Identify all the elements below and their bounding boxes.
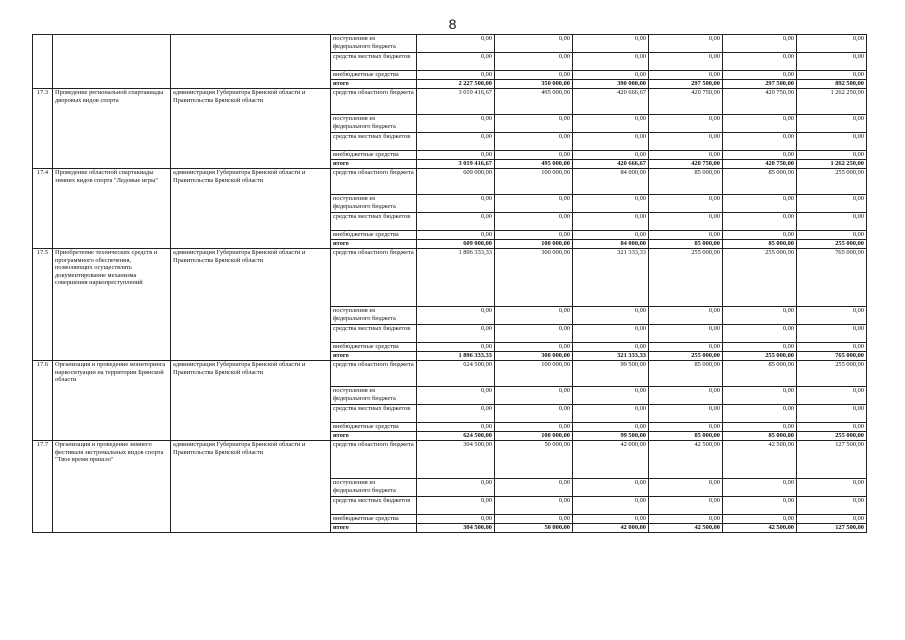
amount-cell: 0,00	[723, 307, 797, 325]
funding-source: внебюджетные средства	[331, 231, 417, 240]
table-row	[33, 249, 867, 307]
amount-cell: 0,00	[723, 497, 797, 515]
amount-cell: 0,00	[723, 343, 797, 352]
amount-cell: 0,00	[649, 71, 723, 80]
amount-cell: 0,00	[723, 133, 797, 151]
amount-cell: 0,00	[573, 133, 649, 151]
amount-cell: 0,00	[797, 35, 867, 53]
amount-cell: 0,00	[649, 53, 723, 71]
amount-cell: 0,00	[417, 71, 495, 80]
amount-cell: 0,00	[797, 343, 867, 352]
amount-cell: 42 500,00	[649, 524, 723, 533]
amount-cell: 765 000,00	[797, 352, 867, 361]
amount-cell: 0,00	[649, 343, 723, 352]
amount-cell: 0,00	[495, 71, 573, 80]
amount-cell: 0,00	[797, 325, 867, 343]
amount-cell: 495 000,00	[495, 89, 573, 115]
amount-cell: 0,00	[723, 405, 797, 423]
budget-table	[32, 34, 867, 533]
amount-cell: 0,00	[573, 497, 649, 515]
funding-source: итого	[331, 432, 417, 441]
funding-source: средства местных бюджетов	[331, 325, 417, 343]
amount-cell: 0,00	[723, 423, 797, 432]
funding-source: средства местных бюджетов	[331, 497, 417, 515]
amount-cell: 50 000,00	[495, 524, 573, 533]
amount-cell: 0,00	[723, 53, 797, 71]
amount-cell: 0,00	[723, 151, 797, 160]
item-number	[33, 35, 53, 89]
activity-name: Проведение областной спартакиады зимних видов спорта "Ледовые игры"	[53, 169, 171, 249]
funding-source: поступления из федерального бюджета	[331, 35, 417, 53]
funding-source: поступления из федерального бюджета	[331, 387, 417, 405]
amount-cell: 0,00	[417, 151, 495, 160]
amount-cell: 0,00	[573, 405, 649, 423]
amount-cell: 609 000,00	[417, 169, 495, 195]
amount-cell: 0,00	[797, 53, 867, 71]
table-row	[33, 169, 867, 195]
item-number: 17.7	[33, 441, 53, 533]
funding-source: поступления из федерального бюджета	[331, 307, 417, 325]
amount-cell: 0,00	[723, 195, 797, 213]
executor-name	[171, 35, 331, 89]
table-row	[33, 441, 867, 479]
amount-cell: 765 000,00	[797, 249, 867, 307]
amount-cell: 255 000,00	[797, 432, 867, 441]
amount-cell: 0,00	[649, 307, 723, 325]
amount-cell: 0,00	[797, 307, 867, 325]
amount-cell: 42 000,00	[573, 524, 649, 533]
amount-cell: 85 000,00	[649, 432, 723, 441]
table-row	[33, 361, 867, 387]
amount-cell: 42 500,00	[649, 441, 723, 479]
amount-cell: 0,00	[495, 343, 573, 352]
funding-source: средства областного бюджета	[331, 361, 417, 387]
amount-cell: 0,00	[573, 231, 649, 240]
item-number: 17.4	[33, 169, 53, 249]
amount-cell: 321 333,33	[573, 352, 649, 361]
funding-source: средства областного бюджета	[331, 89, 417, 115]
funding-source: внебюджетные средства	[331, 343, 417, 352]
amount-cell: 0,00	[797, 133, 867, 151]
amount-cell: 0,00	[495, 195, 573, 213]
amount-cell: 85 000,00	[649, 169, 723, 195]
amount-cell: 390 000,00	[573, 80, 649, 89]
amount-cell: 0,00	[495, 35, 573, 53]
amount-cell: 42 000,00	[573, 441, 649, 479]
amount-cell: 0,00	[797, 387, 867, 405]
amount-cell: 0,00	[417, 515, 495, 524]
amount-cell: 0,00	[495, 53, 573, 71]
amount-cell: 0,00	[495, 115, 573, 133]
amount-cell: 0,00	[649, 405, 723, 423]
amount-cell: 0,00	[495, 231, 573, 240]
amount-cell: 0,00	[797, 423, 867, 432]
amount-cell: 99 500,00	[573, 361, 649, 387]
amount-cell: 0,00	[417, 479, 495, 497]
amount-cell: 3 019 416,67	[417, 160, 495, 169]
item-number: 17.6	[33, 361, 53, 441]
amount-cell: 0,00	[723, 35, 797, 53]
amount-cell: 99 500,00	[573, 432, 649, 441]
amount-cell: 0,00	[495, 479, 573, 497]
amount-cell: 0,00	[573, 53, 649, 71]
amount-cell: 0,00	[495, 151, 573, 160]
amount-cell: 255 000,00	[797, 240, 867, 249]
amount-cell: 255 000,00	[797, 361, 867, 387]
amount-cell: 0,00	[417, 35, 495, 53]
amount-cell: 84 000,00	[573, 169, 649, 195]
amount-cell: 0,00	[495, 423, 573, 432]
amount-cell: 0,00	[649, 479, 723, 497]
amount-cell: 0,00	[495, 213, 573, 231]
amount-cell: 350 000,00	[495, 80, 573, 89]
amount-cell: 0,00	[417, 343, 495, 352]
amount-cell: 2 227 500,00	[417, 80, 495, 89]
amount-cell: 0,00	[417, 133, 495, 151]
amount-cell: 0,00	[649, 423, 723, 432]
amount-cell: 85 000,00	[723, 169, 797, 195]
funding-source: поступления из федерального бюджета	[331, 195, 417, 213]
activity-name: Приобретение технических средств и программного обеспечения, позволяющих осуществлять документирование механизма совершения наркопреступлений	[53, 249, 171, 361]
amount-cell: 0,00	[573, 479, 649, 497]
amount-cell: 100 000,00	[495, 169, 573, 195]
amount-cell: 255 000,00	[723, 352, 797, 361]
amount-cell: 0,00	[573, 515, 649, 524]
amount-cell: 0,00	[573, 115, 649, 133]
funding-source: итого	[331, 240, 417, 249]
amount-cell: 0,00	[495, 387, 573, 405]
executor-name: администрация Губернатора Брянской области и Правительства Брянской области	[171, 249, 331, 361]
amount-cell: 0,00	[723, 325, 797, 343]
amount-cell: 624 500,00	[417, 432, 495, 441]
amount-cell: 300 000,00	[495, 249, 573, 307]
amount-cell: 420 750,00	[649, 89, 723, 115]
amount-cell: 0,00	[649, 151, 723, 160]
amount-cell: 0,00	[723, 213, 797, 231]
amount-cell: 0,00	[723, 479, 797, 497]
amount-cell: 0,00	[723, 515, 797, 524]
amount-cell: 321 333,33	[573, 249, 649, 307]
amount-cell: 0,00	[573, 195, 649, 213]
amount-cell: 100 000,00	[495, 240, 573, 249]
amount-cell: 0,00	[495, 497, 573, 515]
item-number: 17.3	[33, 89, 53, 169]
page-number: 8	[448, 16, 457, 32]
amount-cell: 0,00	[495, 307, 573, 325]
amount-cell: 0,00	[797, 115, 867, 133]
amount-cell: 0,00	[649, 231, 723, 240]
amount-cell: 127 500,00	[797, 441, 867, 479]
amount-cell: 420 750,00	[723, 160, 797, 169]
amount-cell: 100 000,00	[495, 361, 573, 387]
amount-cell: 420 750,00	[723, 89, 797, 115]
amount-cell: 0,00	[417, 231, 495, 240]
amount-cell: 297 500,00	[723, 80, 797, 89]
amount-cell: 42 500,00	[723, 524, 797, 533]
funding-source: средства местных бюджетов	[331, 53, 417, 71]
amount-cell: 0,00	[797, 231, 867, 240]
amount-cell: 0,00	[495, 133, 573, 151]
funding-source: итого	[331, 160, 417, 169]
amount-cell: 0,00	[573, 151, 649, 160]
amount-cell: 255 000,00	[649, 352, 723, 361]
funding-source: поступления из федерального бюджета	[331, 479, 417, 497]
amount-cell: 1 262 250,00	[797, 89, 867, 115]
amount-cell: 0,00	[649, 133, 723, 151]
executor-name: администрация Губернатора Брянской области и Правительства Брянской области	[171, 89, 331, 169]
amount-cell: 1 262 250,00	[797, 160, 867, 169]
funding-source: поступления из федерального бюджета	[331, 115, 417, 133]
amount-cell: 0,00	[723, 71, 797, 80]
amount-cell: 609 000,00	[417, 240, 495, 249]
amount-cell: 0,00	[797, 405, 867, 423]
executor-name: администрация Губернатора Брянской области и Правительства Брянской области	[171, 169, 331, 249]
amount-cell: 0,00	[649, 195, 723, 213]
funding-source: внебюджетные средства	[331, 423, 417, 432]
amount-cell: 0,00	[417, 53, 495, 71]
amount-cell: 0,00	[495, 325, 573, 343]
funding-source: средства областного бюджета	[331, 441, 417, 479]
amount-cell: 304 500,00	[417, 524, 495, 533]
amount-cell: 304 500,00	[417, 441, 495, 479]
amount-cell: 0,00	[573, 307, 649, 325]
amount-cell: 420 750,00	[649, 160, 723, 169]
funding-source: внебюджетные средства	[331, 71, 417, 80]
amount-cell: 0,00	[573, 213, 649, 231]
amount-cell: 127 500,00	[797, 524, 867, 533]
funding-source: внебюджетные средства	[331, 151, 417, 160]
amount-cell: 255 000,00	[723, 249, 797, 307]
amount-cell: 100 000,00	[495, 432, 573, 441]
amount-cell: 0,00	[649, 115, 723, 133]
funding-source: средства областного бюджета	[331, 249, 417, 307]
amount-cell: 0,00	[417, 307, 495, 325]
amount-cell: 495 000,00	[495, 160, 573, 169]
executor-name: администрация Губернатора Брянской области и Правительства Брянской области	[171, 441, 331, 533]
amount-cell: 0,00	[417, 423, 495, 432]
amount-cell: 0,00	[417, 115, 495, 133]
amount-cell: 0,00	[797, 497, 867, 515]
funding-source: средства областного бюджета	[331, 169, 417, 195]
activity-name: Организация и проведение мониторинга наркоситуации на территории Брянской области	[53, 361, 171, 441]
amount-cell: 3 019 416,67	[417, 89, 495, 115]
amount-cell: 0,00	[573, 71, 649, 80]
amount-cell: 0,00	[573, 35, 649, 53]
amount-cell: 0,00	[797, 213, 867, 231]
amount-cell: 0,00	[417, 387, 495, 405]
amount-cell: 1 896 333,33	[417, 352, 495, 361]
amount-cell: 85 000,00	[723, 432, 797, 441]
executor-name: администрация Губернатора Брянской области и Правительства Брянской области	[171, 361, 331, 441]
funding-source: итого	[331, 352, 417, 361]
amount-cell: 0,00	[797, 479, 867, 497]
amount-cell: 255 000,00	[797, 169, 867, 195]
amount-cell: 0,00	[649, 35, 723, 53]
amount-cell: 0,00	[649, 515, 723, 524]
amount-cell: 0,00	[417, 213, 495, 231]
table-row	[33, 89, 867, 115]
amount-cell: 0,00	[417, 405, 495, 423]
activity-name	[53, 35, 171, 89]
amount-cell: 297 500,00	[649, 80, 723, 89]
amount-cell: 0,00	[417, 497, 495, 515]
funding-source: итого	[331, 524, 417, 533]
funding-source: средства местных бюджетов	[331, 133, 417, 151]
funding-source: итого	[331, 80, 417, 89]
amount-cell: 0,00	[797, 195, 867, 213]
funding-source: внебюджетные средства	[331, 515, 417, 524]
amount-cell: 420 666,67	[573, 89, 649, 115]
activity-name: Организация и проведение зимнего фестиваля экстремальных видов спорта "Твое время пришло"	[53, 441, 171, 533]
amount-cell: 624 500,00	[417, 361, 495, 387]
amount-cell: 0,00	[649, 387, 723, 405]
amount-cell: 0,00	[723, 115, 797, 133]
amount-cell: 0,00	[797, 151, 867, 160]
amount-cell: 0,00	[649, 325, 723, 343]
amount-cell: 85 000,00	[723, 240, 797, 249]
amount-cell: 50 000,00	[495, 441, 573, 479]
funding-source: средства местных бюджетов	[331, 405, 417, 423]
amount-cell: 0,00	[797, 515, 867, 524]
amount-cell: 1 896 333,33	[417, 249, 495, 307]
amount-cell: 300 000,00	[495, 352, 573, 361]
amount-cell: 0,00	[495, 515, 573, 524]
activity-name: Проведение региональной спартакиады дворовых видов спорта	[53, 89, 171, 169]
table-row	[33, 35, 867, 53]
amount-cell: 0,00	[723, 231, 797, 240]
amount-cell: 0,00	[723, 387, 797, 405]
amount-cell: 0,00	[495, 405, 573, 423]
amount-cell: 0,00	[417, 325, 495, 343]
amount-cell: 85 000,00	[723, 361, 797, 387]
item-number: 17.5	[33, 249, 53, 361]
amount-cell: 0,00	[417, 195, 495, 213]
amount-cell: 0,00	[573, 325, 649, 343]
amount-cell: 892 500,00	[797, 80, 867, 89]
amount-cell: 0,00	[797, 71, 867, 80]
amount-cell: 85 000,00	[649, 240, 723, 249]
amount-cell: 0,00	[649, 497, 723, 515]
amount-cell: 85 000,00	[649, 361, 723, 387]
amount-cell: 0,00	[573, 423, 649, 432]
amount-cell: 42 500,00	[723, 441, 797, 479]
amount-cell: 0,00	[573, 387, 649, 405]
amount-cell: 420 666,67	[573, 160, 649, 169]
funding-source: средства местных бюджетов	[331, 213, 417, 231]
amount-cell: 255 000,00	[649, 249, 723, 307]
amount-cell: 84 000,00	[573, 240, 649, 249]
amount-cell: 0,00	[649, 213, 723, 231]
amount-cell: 0,00	[573, 343, 649, 352]
